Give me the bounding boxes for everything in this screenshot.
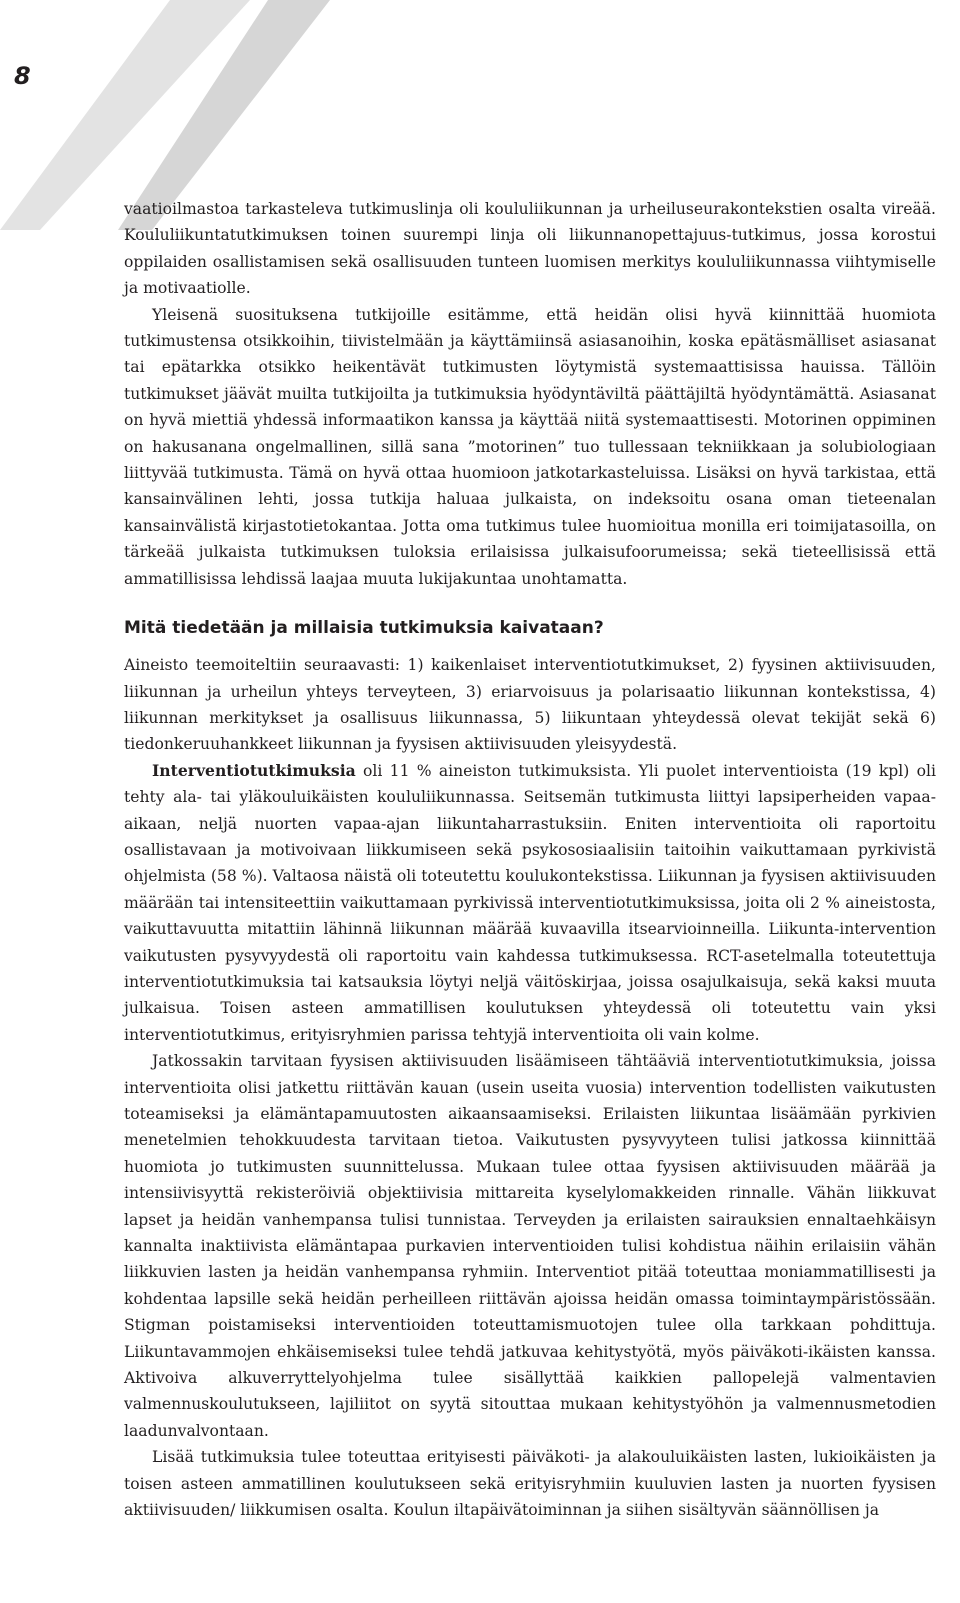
paragraph-continued: vaatioilmastoa tarkasteleva tutkimuslinja oli koululiikunnan ja urheiluseurakontekstien osalta vireää. Koululiikuntatutkimuksen toinen suurempi linja oli liikunnanopettajuus-tutkimus, jossa korostui oppilaiden osallistamisen sekä osallisuuden tunteen luomisen merkitys koululiikunnassa viihtymiselle ja motivaatiolle. (124, 200, 936, 298)
paragraph-more-research: Lisää tutkimuksia tulee toteuttaa erityisesti päiväkoti- ja alakouluikäisten lasten, lukioikäisten ja toisen asteen ammatillinen koulutukseen sekä erityisryhmiin kuuluvien lasten ja nuorten fyysisen aktiivisuuden/ liikkumisen osalta. Koulun iltapäivätoiminnan ja siihen sisältyvän säännöllisen ja (124, 1448, 936, 1520)
paragraph-recommendation: Yleisenä suosituksena tutkijoille esitämme, että heidän olisi hyvä kiinnittää huomiota tutkimustensa otsikkoihin, tiivistelmään ja käyttämiinsä asiasanoihin, koska epätäsmälliset asiasanat tai epätarkka otsikko heikentävät tutkimusten löytymistä systemaattisissa hauissa. Tällöin tutkimukset jäävät muilta tutkijoilta ja tutkimuksia hyödyntäviltä päättäjiltä hyödyntämättä. Asiasanat on hyvä miettiä yhdessä informaatikon kanssa ja käyttää niitä systemaattisesti. Motorinen oppiminen on hakusanana ongelmallinen, sillä sana ”motorinen” tuo tullessaan tekniikkaan ja solubiologiaan liittyvää tutkimusta. Tämä on hyvä ottaa huomioon jatkotarkasteluissa. Lisäksi on hyvä tarkistaa, että kansainvälinen lehti, jossa tutkija haluaa julkaista, on indeksoitu osana oman tieteenalan kansainvälistä kirjastotietokantaa. Jotta oma tutkimus tulee huomioitua monilla eri toimijatasoilla, on tärkeää julkaista tutkimuksen tuloksia erilaisissa julkaisufoorumeissa; sekä tieteellisissä että ammatillisissa lehdissä laajaa muuta lukijakuntaa unohtamatta. (124, 305, 936, 588)
intervention-term: Interventiotutkimuksia (152, 760, 356, 780)
page-body (124, 196, 936, 1524)
paragraph-further-research: Jatkossakin tarvitaan fyysisen aktiivisuuden lisäämiseen tähtääviä interventiotutkimuksia, joissa interventioita olisi jatkettu riittävän kauan (usein useita vuosia) intervention todellisten vaikutusten toteamiseksi ja elämäntapamuutosten aikaansaamiseksi. Erilaisten liikuntaa lisäämään pyrkivien menetelmien tehokkuudesta tarvitaan tietoa. Vaikutusten pysyvyyteen tulisi jatkossa kiinnittää huomiota jo tutkimusten suunnittelussa. Mukaan tulee ottaa fyysisen aktiivisuuden määrää ja intensiivisyyttä rekisteröiviä objektiivisia mittareita kyselylomakkeiden rinnalle. Vähän liikkuvat lapset ja heidän vanhempansa tulisi tunnistaa. Terveyden ja erilaisten sairauksien ennaltaehkäisyn kannalta inaktiivista elämäntapaa purkavien interventioiden tulisi kohdistua näihin erilaisiin vähän liikkuvien lasten ja heidän vanhempansa ryhmiin. Interventiot pitää toteuttaa moniammatillisesti ja kohdentaa lapsille sekä heidän perheilleen riittävän ajoissa heidän omassa toimintaympäristössään. Stigman poistamiseksi interventioiden toteuttamismuotojen tulee olla tarkkaan pohdittuja. Liikuntavammojen ehkäisemiseksi tulee tehdä jatkuvaa kehitystyötä, myös päiväkoti-ikäisten kanssa. Aktivoiva alkuverryttelyohjelma tulee sisällyttää kaikkien pallopelejä valmentavien valmennuskoulutukseen, lajiliitot on syytä sitouttaa mukaan kehitystyöhön ja valmennusmetodien laadunvalvontaan. (124, 1052, 936, 1440)
page-number: 8 (14, 62, 31, 90)
section-heading: Mitä tiedetään ja millaisia tutkimuksia kaivataan? (124, 618, 604, 639)
paragraph-themes: Aineisto teemoiteltiin seuraavasti: 1) kaikenlaiset interventiotutkimukset, 2) fyysinen aktiivisuuden, liikunnan ja urheilun yhteys terveyteen, 3) eriarvoisuus ja polarisaatio liikunnan kontekstissa, 4) liikunnan merkitykset ja osallisuus liikunnassa, 5) liikuntaan yhteydessä olevat tekijät sekä 6) tiedonkeruuhankkeet liikunnan ja fyysisen aktiivisuuden yleisyydestä. (124, 656, 936, 754)
intervention-text: oli 11 % aineiston tutkimuksista. Yli puolet interventioista (19 kpl) oli tehty ala- tai yläkouluikäisten koululiikunnassa. Seitsemän tutkimusta liittyi lapsiperheiden vapaa-aikaan, neljä nuorten vapaa-ajan liikuntaharrastuksiin. Eniten interventioita oli raportoitu osallistavaan ja motivoivaan liikkumiseen sekä psykososiaalisiin taitoihin vaikuttamaan pyrkivistä ohjelmista (58 %). Valtaosa näistä oli toteutettu koulukontekstissa. Liikunnan ja fyysisen aktiivisuuden määrään tai intensiteettiin vaikuttamaan pyrkivissä interventiotutkimuksissa, joita oli 2 % aineistosta, vaikuttavuutta mitattiin lähinnä liikunnan määrää kuvaavilla itsearvioinneilla. Liikunta-intervention vaikutusten pysyvyydestä oli raportoitu vain kahdessa tutkimuksessa. RCT-asetelmalla toteutettuja interventiotutkimuksia tai katsauksia löytyi neljä väitöskirjaa, joissa osajulkaisuja, sekä kaksi muuta julkaisua. Toisen asteen ammatillisen koulutuksen yhteydessä oli toteutettu vain yksi interventiotutkimus, erityisryhmien parissa tehtyjä interventioita oli vain kolme. (124, 761, 936, 1044)
paragraph-interventions (124, 758, 936, 1048)
